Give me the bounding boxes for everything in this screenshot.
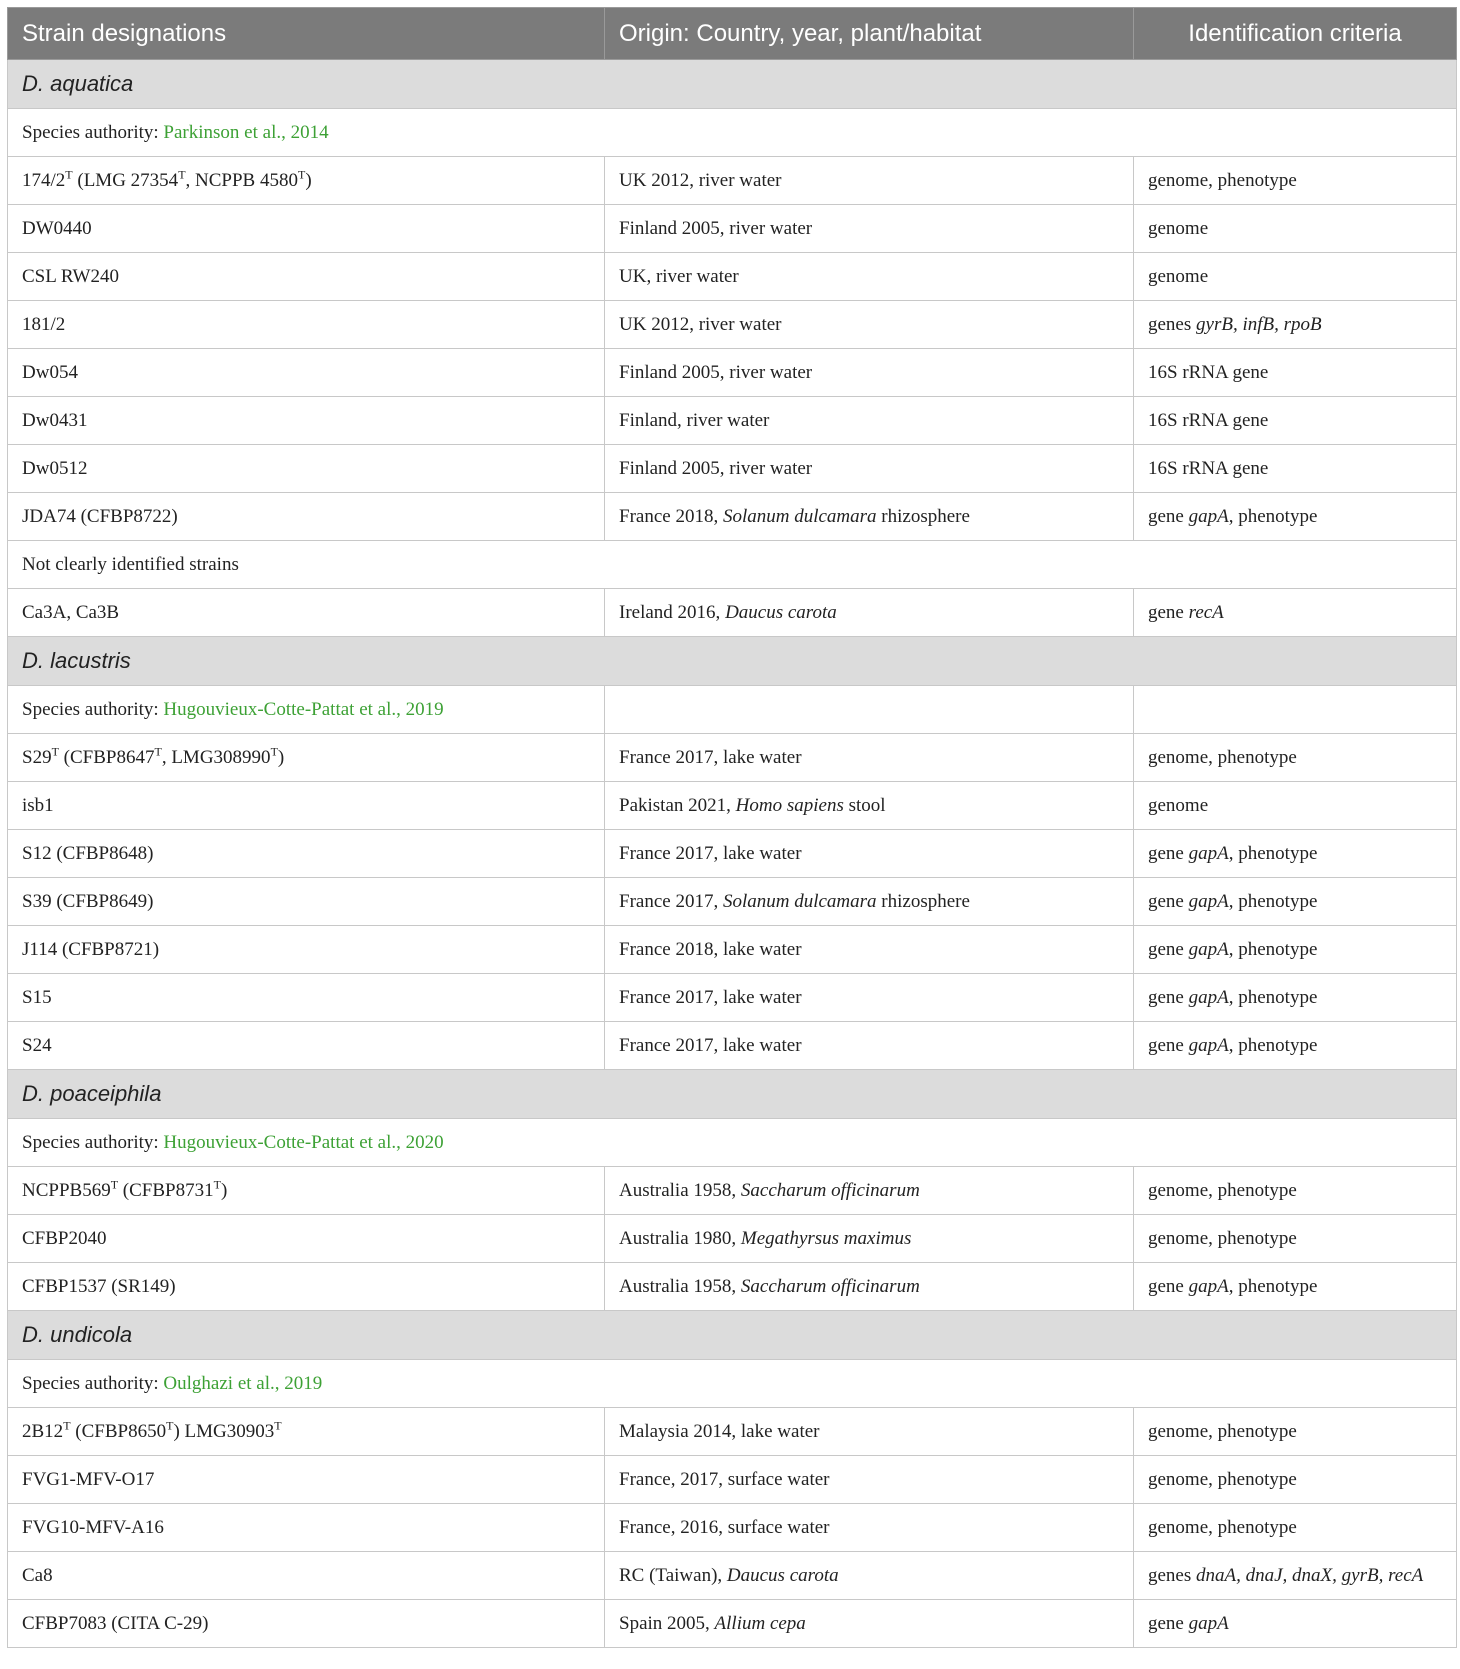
strain-cell: S12 (CFBP8648) (8, 830, 605, 878)
origin-cell: Finland 2005, river water (605, 445, 1134, 493)
species-authority-cell (8, 686, 605, 734)
species-authority-row (8, 1119, 1457, 1167)
origin-cell: Pakistan 2021, Homo sapiens stool (605, 782, 1134, 830)
species-authority-cell (8, 109, 1457, 157)
table-row (8, 1167, 1457, 1215)
criteria-cell: genome, phenotype (1134, 1167, 1457, 1215)
strain-cell: JDA74 (CFBP8722) (8, 493, 605, 541)
origin-cell: UK 2012, river water (605, 157, 1134, 205)
empty-cell (1134, 686, 1457, 734)
table-row (8, 205, 1457, 253)
species-authority-cell (8, 1360, 1457, 1408)
species-name: D. lacustris (8, 637, 1457, 686)
origin-cell: France, 2016, surface water (605, 1504, 1134, 1552)
table-row (8, 878, 1457, 926)
criteria-cell: genome (1134, 782, 1457, 830)
table-row (8, 349, 1457, 397)
table-row (8, 782, 1457, 830)
empty-cell (605, 686, 1134, 734)
strain-cell: $S29^T$ ($CFBP8647^T$, $LMG308990^T$) (8, 734, 605, 782)
table-row (8, 397, 1457, 445)
criteria-cell: genome, phenotype (1134, 1408, 1457, 1456)
authority-label: Species authority: (22, 1372, 159, 1394)
strain-cell: $2B12^T$ $(CFBP8650^T)$ $LMG30903^T$ (8, 1408, 605, 1456)
criteria-cell: genes dnaA, dnaJ, dnaX, gyrB, recA (1134, 1552, 1457, 1600)
strain-cell: S39 (CFBP8649) (8, 878, 605, 926)
table-row (8, 974, 1457, 1022)
origin-cell: Finland 2005, river water (605, 349, 1134, 397)
strain-cell: FVG1-MFV-O17 (8, 1456, 605, 1504)
origin-cell: France 2017, lake water (605, 830, 1134, 878)
authority-label: Species authority: (22, 698, 159, 720)
strain-cell: Dw0512 (8, 445, 605, 493)
table-row (8, 589, 1457, 637)
strain-cell: J114 (CFBP8721) (8, 926, 605, 974)
species-authority-row (8, 109, 1457, 157)
strain-cell: FVG10-MFV-A16 (8, 1504, 605, 1552)
criteria-cell: gene gapA, phenotype (1134, 926, 1457, 974)
species-name: D. aquatica (8, 60, 1457, 109)
strains-table (7, 7, 1457, 1648)
table-row (8, 157, 1457, 205)
origin-cell: France, 2017, surface water (605, 1456, 1134, 1504)
criteria-cell: 16S rRNA gene (1134, 397, 1457, 445)
species-row-d-aquatica (8, 60, 1457, 109)
table-row (8, 445, 1457, 493)
criteria-cell: gene recA (1134, 589, 1457, 637)
origin-cell: France 2018, lake water (605, 926, 1134, 974)
origin-cell: France 2017, Solanum dulcamara rhizosphere (605, 878, 1134, 926)
authority-reference-link[interactable]: Hugouvieux-Cotte-Pattat et al., 2019 (163, 698, 444, 720)
criteria-cell: genome, phenotype (1134, 734, 1457, 782)
strain-cell: $174/2^T$ (LMG $27354^T$, NCPPB $4580^T$) (8, 157, 605, 205)
origin-cell: Australia 1958, Saccharum officinarum (605, 1167, 1134, 1215)
origin-cell: France 2017, lake water (605, 1022, 1134, 1070)
species-authority-row (8, 686, 1457, 734)
table-row (8, 253, 1457, 301)
strain-cell: Ca8 (8, 1552, 605, 1600)
table-row (8, 1022, 1457, 1070)
strain-cell: Ca3A, Ca3B (8, 589, 605, 637)
criteria-cell: genome, phenotype (1134, 1504, 1457, 1552)
origin-cell: France 2017, lake water (605, 734, 1134, 782)
criteria-cell: genome (1134, 205, 1457, 253)
header-strain-designations: Strain designations (8, 8, 605, 60)
origin-cell: France 2018, Solanum dulcamara rhizosphere (605, 493, 1134, 541)
species-authority-row (8, 1360, 1457, 1408)
origin-cell: Malaysia 2014, lake water (605, 1408, 1134, 1456)
criteria-cell: gene gapA, phenotype (1134, 1263, 1457, 1311)
table-row (8, 1504, 1457, 1552)
authority-reference-link[interactable]: Hugouvieux-Cotte-Pattat et al., 2020 (163, 1131, 444, 1153)
origin-cell: Finland 2005, river water (605, 205, 1134, 253)
criteria-cell: genome, phenotype (1134, 157, 1457, 205)
strain-cell: S24 (8, 1022, 605, 1070)
strain-cell: 181/2 (8, 301, 605, 349)
table-body (8, 60, 1457, 1648)
criteria-cell: gene gapA (1134, 1600, 1457, 1648)
header-identification-criteria: Identification criteria (1134, 8, 1457, 60)
criteria-cell: gene gapA, phenotype (1134, 493, 1457, 541)
table-header (8, 8, 1457, 60)
table-row (8, 1456, 1457, 1504)
table-row (8, 926, 1457, 974)
origin-cell: Australia 1958, Saccharum officinarum (605, 1263, 1134, 1311)
origin-cell: Australia 1980, Megathyrsus maximus (605, 1215, 1134, 1263)
criteria-cell: genome (1134, 253, 1457, 301)
criteria-cell: 16S rRNA gene (1134, 445, 1457, 493)
table-row (8, 1263, 1457, 1311)
criteria-cell: gene gapA, phenotype (1134, 974, 1457, 1022)
authority-label: Species authority: (22, 1131, 159, 1153)
strain-cell: DW0440 (8, 205, 605, 253)
origin-cell: Spain 2005, Allium cepa (605, 1600, 1134, 1648)
criteria-cell: gene gapA, phenotype (1134, 830, 1457, 878)
strain-cell: S15 (8, 974, 605, 1022)
strain-cell: CFBP2040 (8, 1215, 605, 1263)
criteria-cell: gene gapA, phenotype (1134, 1022, 1457, 1070)
strain-cell: isb1 (8, 782, 605, 830)
criteria-cell: 16S rRNA gene (1134, 349, 1457, 397)
strain-cell: Dw054 (8, 349, 605, 397)
table-row (8, 301, 1457, 349)
strain-cell: CFBP1537 (SR149) (8, 1263, 605, 1311)
note-text: Not clearly identified strains (8, 541, 1457, 589)
table-row (8, 1408, 1457, 1456)
strain-cell: Dw0431 (8, 397, 605, 445)
criteria-cell: genes gyrB, infB, rpoB (1134, 301, 1457, 349)
authority-reference-link[interactable]: Parkinson et al., 2014 (163, 121, 329, 143)
origin-cell: UK 2012, river water (605, 301, 1134, 349)
header-origin: Origin: Country, year, plant/habitat (605, 8, 1134, 60)
origin-cell: UK, river water (605, 253, 1134, 301)
table-row (8, 1215, 1457, 1263)
authority-reference-link[interactable]: Oulghazi et al., 2019 (163, 1372, 323, 1394)
origin-cell: Ireland 2016, Daucus carota (605, 589, 1134, 637)
criteria-cell: gene gapA, phenotype (1134, 878, 1457, 926)
strain-cell: CSL RW240 (8, 253, 605, 301)
species-row-d-undicola (8, 1311, 1457, 1360)
table-row (8, 1552, 1457, 1600)
authority-label: Species authority: (22, 121, 159, 143)
strain-cell: CFBP7083 (CITA C-29) (8, 1600, 605, 1648)
table-row (8, 493, 1457, 541)
table-row (8, 734, 1457, 782)
species-authority-cell (8, 1119, 1457, 1167)
origin-cell: Finland, river water (605, 397, 1134, 445)
strain-cell: $NCPPB569^T$ $(CFBP8731^T)$ (8, 1167, 605, 1215)
criteria-cell: genome, phenotype (1134, 1456, 1457, 1504)
origin-cell: France 2017, lake water (605, 974, 1134, 1022)
criteria-cell: genome, phenotype (1134, 1215, 1457, 1263)
origin-cell: RC (Taiwan), Daucus carota (605, 1552, 1134, 1600)
note-row (8, 541, 1457, 589)
header-row (8, 8, 1457, 60)
species-row-d-lacustris (8, 637, 1457, 686)
species-name: D. undicola (8, 1311, 1457, 1360)
species-row-d-poaceiphila (8, 1070, 1457, 1119)
species-name: D. poaceiphila (8, 1070, 1457, 1119)
table-row (8, 830, 1457, 878)
table-row (8, 1600, 1457, 1648)
